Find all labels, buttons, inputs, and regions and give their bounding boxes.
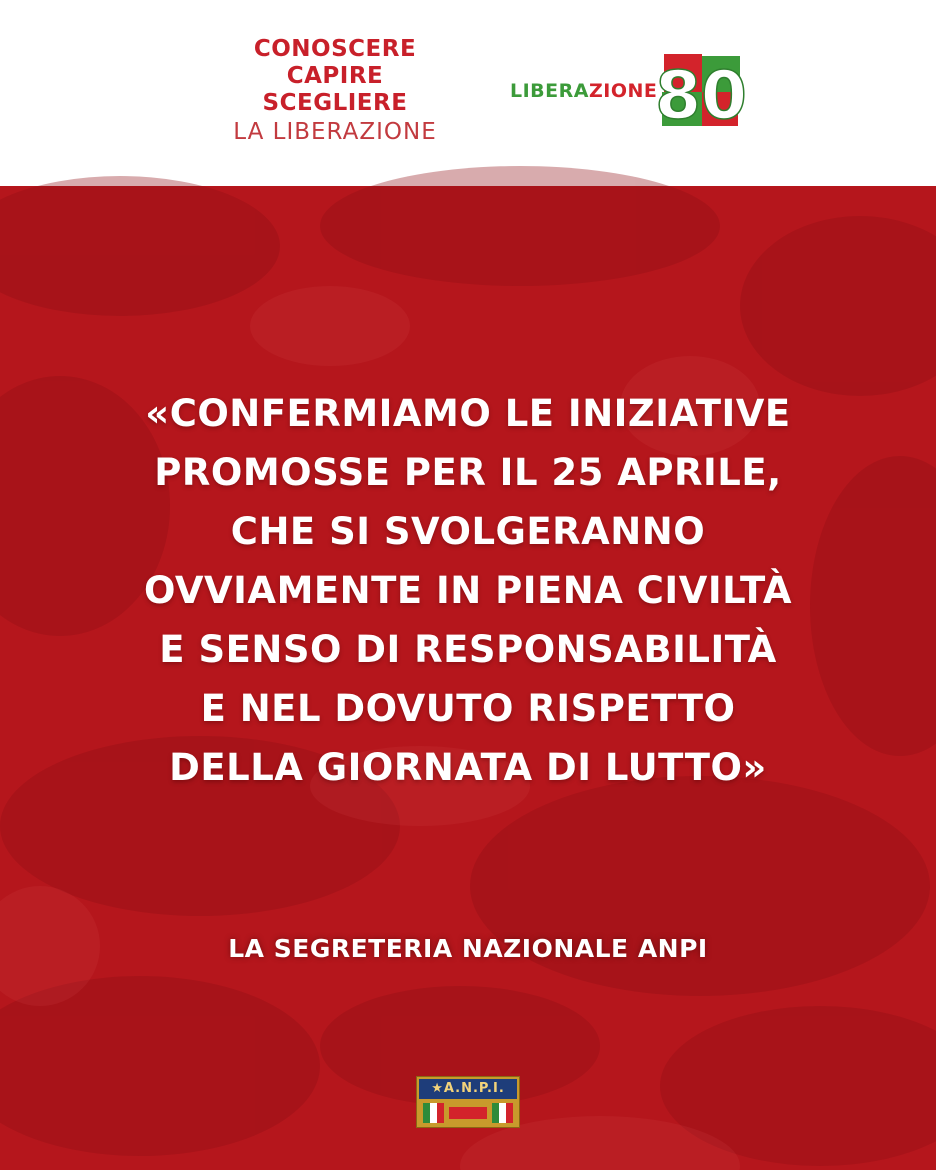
quote-line: DELLA GIORNATA DI LUTTO» — [169, 746, 767, 789]
statement-panel — [0, 186, 936, 1170]
campaign-line-3: SCEGLIERE — [262, 90, 408, 116]
anpi-label: A.N.P.I. — [443, 1081, 505, 1096]
quote-line: «CONFERMIAMO LE INIZIATIVE — [145, 392, 791, 435]
campaign-line-1: CONOSCERE — [253, 36, 417, 62]
eighty-icon — [655, 52, 747, 134]
signature: LA SEGRETERIA NAZIONALE ANPI — [228, 934, 708, 963]
campaign-line-2: CAPIRE — [286, 63, 384, 89]
quote-line: CHE SI SVOLGERANNO — [230, 510, 706, 553]
tricolor-flag-icon — [419, 1101, 517, 1125]
logo-number: 80 — [655, 57, 747, 134]
anpi-badge-label — [419, 1079, 517, 1099]
quote-line: PROMOSSE PER IL 25 APRILE, — [154, 451, 782, 494]
header — [0, 0, 936, 186]
quote-line: E NEL DOVUTO RISPETTO — [200, 687, 736, 730]
logo-wordmark — [510, 80, 657, 102]
star-icon: ★ — [431, 1081, 444, 1096]
quote-line: OVVIAMENTE IN PIENA CIVILTÀ — [143, 569, 793, 612]
logo-word-red: ZIONE — [588, 80, 658, 102]
quote-text — [60, 384, 876, 797]
campaign-title — [210, 36, 460, 146]
liberazione80-logo — [510, 52, 747, 134]
anpi-badge-icon — [416, 1076, 520, 1128]
campaign-subtitle: LA LIBERAZIONE — [233, 119, 437, 145]
quote-line: E SENSO DI RESPONSABILITÀ — [159, 628, 777, 671]
logo-word-green: LIBERA — [510, 80, 589, 102]
